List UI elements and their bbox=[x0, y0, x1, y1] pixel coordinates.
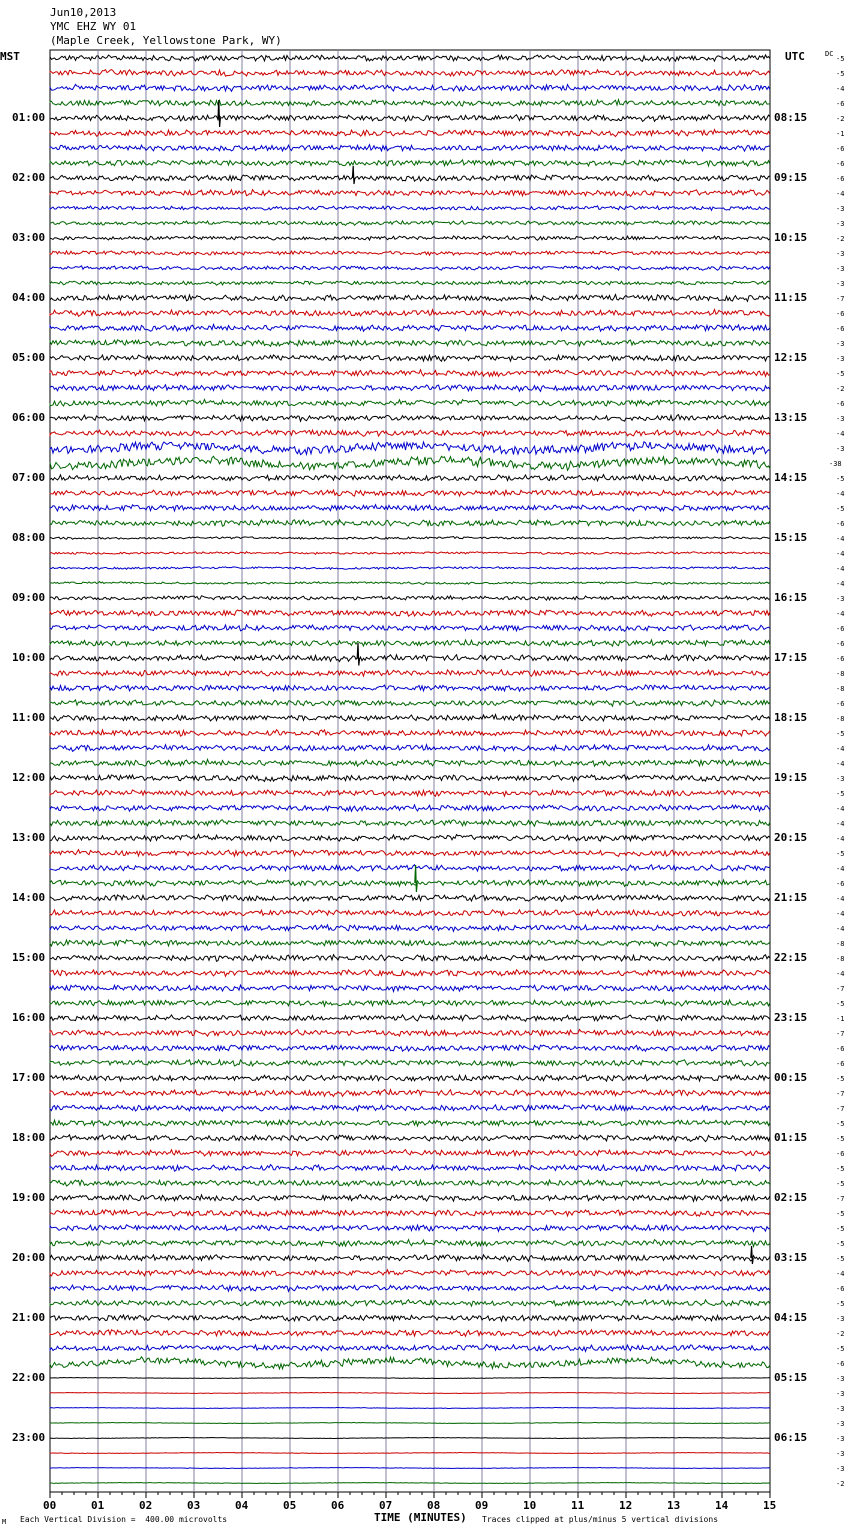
mst-hour-label: 21:00 bbox=[12, 1311, 46, 1324]
dc-offset-label: -5 bbox=[836, 1165, 845, 1173]
mst-timezone-label: MST bbox=[0, 50, 20, 63]
trace-line bbox=[50, 1330, 770, 1337]
mst-hour-label: 12:00 bbox=[12, 771, 46, 784]
utc-hour-label: 22:15 bbox=[774, 951, 808, 964]
trace-line bbox=[50, 1015, 770, 1021]
trace-line bbox=[50, 1438, 770, 1439]
dc-offset-label: -7 bbox=[836, 295, 845, 303]
trace-line bbox=[50, 745, 770, 752]
dc-offset-label: -1 bbox=[836, 1015, 845, 1023]
event-spike bbox=[352, 166, 354, 184]
mst-hour-label: 10:00 bbox=[12, 651, 46, 664]
trace-line bbox=[50, 1315, 770, 1321]
mst-hour-label: 23:00 bbox=[12, 1431, 46, 1444]
trace-line bbox=[50, 970, 770, 976]
trace-line bbox=[50, 1165, 770, 1172]
dc-label: DC bbox=[825, 50, 834, 58]
trace-line bbox=[50, 1225, 770, 1232]
date-label: Jun10,2013 bbox=[50, 6, 117, 19]
trace-line bbox=[50, 715, 770, 721]
trace-line bbox=[50, 1345, 770, 1352]
mst-hour-label: 11:00 bbox=[12, 711, 46, 724]
trace-line bbox=[50, 206, 770, 210]
dc-offset-label: -4 bbox=[836, 535, 845, 543]
dc-offset-label: -4 bbox=[836, 550, 845, 558]
mst-hour-label: 15:00 bbox=[12, 951, 46, 964]
dc-offset-label: -8 bbox=[836, 685, 845, 693]
utc-hour-label: 21:15 bbox=[774, 891, 808, 904]
trace-line bbox=[50, 1240, 770, 1247]
mst-hour-label: 04:00 bbox=[12, 291, 46, 304]
trace-line bbox=[50, 456, 770, 470]
dc-offset-label: -2 bbox=[836, 115, 845, 123]
trace-line bbox=[50, 685, 770, 691]
dc-offset-label: -3 bbox=[836, 220, 845, 228]
utc-hour-label: 16:15 bbox=[774, 591, 808, 604]
trace-line bbox=[50, 537, 770, 540]
dc-offset-label: -6 bbox=[836, 1150, 845, 1158]
utc-hour-label: 14:15 bbox=[774, 471, 808, 484]
trace-line bbox=[50, 355, 770, 361]
dc-offset-label: -3 bbox=[836, 595, 845, 603]
dc-offset-label: -3 bbox=[836, 280, 845, 288]
trace-line bbox=[50, 175, 770, 181]
dc-offset-label: -5 bbox=[836, 1075, 845, 1083]
trace-line bbox=[50, 442, 770, 455]
utc-hour-label: 03:15 bbox=[774, 1251, 808, 1264]
trace-line bbox=[50, 1045, 770, 1051]
trace-line bbox=[50, 1075, 770, 1081]
trace-line bbox=[50, 251, 770, 255]
dc-offset-label: -4 bbox=[836, 1270, 845, 1278]
dc-offset-label: -6 bbox=[836, 1360, 845, 1368]
mst-hour-label: 09:00 bbox=[12, 591, 46, 604]
dc-offset-label: -8 bbox=[836, 940, 845, 948]
dc-offset-label: -5 bbox=[836, 55, 845, 63]
dc-offset-label: -2 bbox=[836, 1330, 845, 1338]
trace-line bbox=[50, 1255, 770, 1261]
trace-line bbox=[50, 700, 770, 706]
utc-hour-label: 10:15 bbox=[774, 231, 808, 244]
trace-line bbox=[50, 281, 770, 285]
trace-line bbox=[50, 490, 770, 496]
trace-line bbox=[50, 399, 770, 406]
dc-offset-label: -8 bbox=[836, 955, 845, 963]
utc-hour-label: 19:15 bbox=[774, 771, 808, 784]
trace-line bbox=[50, 1135, 770, 1142]
x-tick-label: 09 bbox=[475, 1499, 489, 1512]
trace-line bbox=[50, 236, 770, 240]
dc-offset-label: -5 bbox=[836, 850, 845, 858]
dc-offset-label: -5 bbox=[836, 370, 845, 378]
utc-hour-label: 20:15 bbox=[774, 831, 808, 844]
trace-line bbox=[50, 655, 770, 662]
trace-line bbox=[50, 1300, 770, 1306]
plot-frame bbox=[50, 50, 770, 1492]
dc-offset-label: -6 bbox=[836, 700, 845, 708]
trace-line bbox=[50, 759, 770, 766]
trace-line bbox=[50, 324, 770, 331]
trace-line bbox=[50, 221, 770, 226]
x-tick-label: 00 bbox=[43, 1499, 57, 1512]
trace-line bbox=[50, 1357, 770, 1369]
mst-hour-label: 22:00 bbox=[12, 1371, 46, 1384]
trace-line bbox=[50, 190, 770, 197]
mst-hour-label: 18:00 bbox=[12, 1131, 46, 1144]
dc-offset-label: -4 bbox=[836, 610, 845, 618]
trace-line bbox=[50, 1452, 770, 1453]
mst-hour-label: 06:00 bbox=[12, 411, 46, 424]
trace-line bbox=[50, 1090, 770, 1097]
x-tick-label: 01 bbox=[91, 1499, 105, 1512]
dc-offset-label: -4 bbox=[836, 835, 845, 843]
x-tick-label: 10 bbox=[523, 1499, 537, 1512]
dc-offset-label: -6 bbox=[836, 520, 845, 528]
x-axis-title: TIME (MINUTES) bbox=[374, 1511, 467, 1524]
trace-line bbox=[50, 55, 770, 61]
event-spike bbox=[751, 1246, 753, 1264]
trace-line bbox=[50, 415, 770, 422]
dc-offset-label: -4 bbox=[836, 925, 845, 933]
trace-line bbox=[50, 84, 770, 91]
dc-offset-label: -3 bbox=[836, 1420, 845, 1428]
utc-hour-label: 18:15 bbox=[774, 711, 808, 724]
mst-hour-label: 19:00 bbox=[12, 1191, 46, 1204]
trace-line bbox=[50, 1060, 770, 1067]
dc-offset-label: -1 bbox=[836, 130, 845, 138]
x-tick-label: 04 bbox=[235, 1499, 249, 1512]
trace-line bbox=[50, 552, 770, 555]
dc-offset-label: -8 bbox=[836, 715, 845, 723]
trace-line bbox=[50, 266, 770, 271]
dc-offset-label: -6 bbox=[836, 100, 845, 108]
trace-line bbox=[50, 100, 770, 107]
trace-line bbox=[50, 955, 770, 962]
dc-offset-label: -6 bbox=[836, 1045, 845, 1053]
x-tick-label: 02 bbox=[139, 1499, 153, 1512]
trace-line bbox=[50, 850, 770, 857]
dc-offset-label: -6 bbox=[836, 400, 845, 408]
utc-hour-label: 05:15 bbox=[774, 1371, 808, 1384]
trace-line bbox=[50, 790, 770, 796]
dc-offset-label: -3 bbox=[836, 445, 845, 453]
trace-line bbox=[50, 145, 770, 152]
location-label: (Maple Creek, Yellowstone Park, WY) bbox=[50, 34, 282, 47]
trace-line bbox=[50, 1467, 770, 1468]
trace-line bbox=[50, 834, 770, 841]
x-tick-label: 13 bbox=[667, 1499, 681, 1512]
dc-offset-label: -2 bbox=[836, 235, 845, 243]
utc-hour-label: 15:15 bbox=[774, 531, 808, 544]
dc-offset-label: -3 bbox=[836, 250, 845, 258]
dc-offset-label: -6 bbox=[836, 640, 845, 648]
dc-offset-label: -6 bbox=[836, 1285, 845, 1293]
trace-line bbox=[50, 1120, 770, 1126]
dc-offset-label: -5 bbox=[836, 505, 845, 513]
x-tick-label: 14 bbox=[715, 1499, 729, 1512]
trace-line bbox=[50, 1377, 770, 1378]
dc-offset-label: -5 bbox=[836, 70, 845, 78]
dc-offset-label: -5 bbox=[836, 1135, 845, 1143]
trace-line bbox=[50, 430, 770, 437]
x-tick-label: 06 bbox=[331, 1499, 345, 1512]
dc-offset-label: -4 bbox=[836, 85, 845, 93]
trace-line bbox=[50, 70, 770, 77]
dc-offset-label: -5 bbox=[836, 475, 845, 483]
trace-line bbox=[50, 895, 770, 901]
dc-offset-label: -7 bbox=[836, 985, 845, 993]
dc-offset-label: -4 bbox=[836, 430, 845, 438]
event-spike bbox=[415, 865, 417, 892]
dc-offset-label: -3 bbox=[836, 1405, 845, 1413]
trace-line bbox=[50, 567, 770, 570]
dc-offset-label: -7 bbox=[836, 1105, 845, 1113]
x-tick-label: 11 bbox=[571, 1499, 585, 1512]
trace-line bbox=[50, 520, 770, 527]
dc-offset-label: -2 bbox=[836, 1480, 845, 1488]
dc-offset-label: -3 bbox=[836, 1375, 845, 1383]
trace-line bbox=[50, 1482, 770, 1483]
dc-offset-label: -3 bbox=[836, 1450, 845, 1458]
mst-hour-label: 16:00 bbox=[12, 1011, 46, 1024]
trace-line bbox=[50, 475, 770, 481]
trace-line bbox=[50, 582, 770, 585]
trace-line bbox=[50, 130, 770, 137]
trace-line bbox=[50, 610, 770, 616]
dc-offset-label: -4 bbox=[836, 910, 845, 918]
dc-offset-label: -6 bbox=[836, 655, 845, 663]
dc-offset-label: -6 bbox=[836, 325, 845, 333]
dc-offset-label: -6 bbox=[836, 145, 845, 153]
dc-offset-label: -4 bbox=[836, 805, 845, 813]
dc-offset-label: -4 bbox=[836, 565, 845, 573]
utc-hour-label: 02:15 bbox=[774, 1191, 808, 1204]
trace-line bbox=[50, 775, 770, 781]
trace-line bbox=[50, 640, 770, 646]
dc-offset-label: -5 bbox=[836, 1225, 845, 1233]
trace-line bbox=[50, 910, 770, 916]
trace-line bbox=[50, 730, 770, 736]
mst-hour-label: 05:00 bbox=[12, 351, 46, 364]
dc-offset-label: -4 bbox=[836, 490, 845, 498]
dc-offset-label: -4 bbox=[836, 760, 845, 768]
dc-offset-label: -4 bbox=[836, 865, 845, 873]
clip-note: Traces clipped at plus/minus 5 vertical divisions bbox=[482, 1515, 719, 1524]
dc-offset-label: -4 bbox=[836, 970, 845, 978]
utc-hour-label: 13:15 bbox=[774, 411, 808, 424]
utc-hour-label: 17:15 bbox=[774, 651, 808, 664]
event-spike bbox=[218, 100, 220, 127]
utc-hour-label: 06:15 bbox=[774, 1431, 808, 1444]
dc-offset-label: -4 bbox=[836, 580, 845, 588]
trace-line bbox=[50, 670, 770, 676]
dc-offset-label: -3 bbox=[836, 415, 845, 423]
x-tick-label: 15 bbox=[763, 1499, 777, 1512]
trace-line bbox=[50, 805, 770, 811]
dc-offset-label: -3 bbox=[836, 1390, 845, 1398]
trace-line bbox=[50, 1150, 770, 1157]
trace-line bbox=[50, 1392, 770, 1393]
trace-line bbox=[50, 925, 770, 931]
mst-hour-label: 14:00 bbox=[12, 891, 46, 904]
trace-line bbox=[50, 1195, 770, 1202]
mst-hour-label: 08:00 bbox=[12, 531, 46, 544]
dc-offset-label: -6 bbox=[836, 625, 845, 633]
trace-line bbox=[50, 940, 770, 946]
trace-line bbox=[50, 1180, 770, 1186]
dc-offset-label: -5 bbox=[836, 1345, 845, 1353]
dc-offset-label: -6 bbox=[836, 880, 845, 888]
trace-line bbox=[50, 115, 770, 122]
utc-hour-label: 08:15 bbox=[774, 111, 808, 124]
station-label: YMC EHZ WY 01 bbox=[50, 20, 137, 33]
dc-offset-label: -7 bbox=[836, 1195, 845, 1203]
mst-hour-label: 13:00 bbox=[12, 831, 46, 844]
trace-line bbox=[50, 1105, 770, 1111]
x-tick-label: 05 bbox=[283, 1499, 297, 1512]
dc-offset-label: -3 bbox=[836, 1465, 845, 1473]
trace-line bbox=[50, 596, 770, 600]
dc-offset-label: -3 bbox=[836, 205, 845, 213]
utc-hour-label: 09:15 bbox=[774, 171, 808, 184]
x-tick-label: 07 bbox=[379, 1499, 393, 1512]
trace-line bbox=[50, 160, 770, 166]
dc-offset-label: -4 bbox=[836, 190, 845, 198]
dc-offset-label: -5 bbox=[836, 1240, 845, 1248]
trace-line bbox=[50, 625, 770, 632]
utc-hour-label: 11:15 bbox=[774, 291, 808, 304]
trace-line bbox=[50, 505, 770, 511]
dc-offset-label: -6 bbox=[836, 175, 845, 183]
dc-offset-label: -5 bbox=[836, 1120, 845, 1128]
mst-hour-label: 07:00 bbox=[12, 471, 46, 484]
trace-line bbox=[50, 295, 770, 302]
dc-offset-label: -6 bbox=[836, 160, 845, 168]
mst-hour-label: 02:00 bbox=[12, 171, 46, 184]
utc-hour-label: 01:15 bbox=[774, 1131, 808, 1144]
trace-line bbox=[50, 1270, 770, 1276]
trace-line bbox=[50, 1407, 770, 1408]
dc-offset-label: -5 bbox=[836, 730, 845, 738]
trace-line bbox=[50, 370, 770, 377]
dc-offset-label: -5 bbox=[836, 790, 845, 798]
dc-offset-label: -3 bbox=[836, 1435, 845, 1443]
utc-timezone-label: UTC bbox=[785, 50, 805, 63]
corner-mark: M bbox=[2, 1518, 7, 1526]
dc-offset-label: -4 bbox=[836, 745, 845, 753]
trace-line bbox=[50, 880, 770, 886]
utc-hour-label: 00:15 bbox=[774, 1071, 808, 1084]
mst-hour-label: 17:00 bbox=[12, 1071, 46, 1084]
dc-offset-label: -8 bbox=[836, 670, 845, 678]
dc-offset-label: -7 bbox=[836, 1030, 845, 1038]
utc-hour-label: 12:15 bbox=[774, 351, 808, 364]
dc-offset-label: -3 bbox=[836, 1315, 845, 1323]
mst-hour-label: 03:00 bbox=[12, 231, 46, 244]
dc-offset-label: -3 bbox=[836, 265, 845, 273]
dc-offset-label: -3 bbox=[836, 775, 845, 783]
trace-line bbox=[50, 985, 770, 991]
trace-line bbox=[50, 340, 770, 346]
utc-hour-label: 23:15 bbox=[774, 1011, 808, 1024]
trace-line bbox=[50, 820, 770, 826]
dc-offset-label: -2 bbox=[836, 385, 845, 393]
event-spike bbox=[357, 643, 359, 666]
dc-offset-label: -38 bbox=[829, 460, 842, 468]
dc-offset-label: -5 bbox=[836, 1255, 845, 1263]
dc-offset-label: -3 bbox=[836, 355, 845, 363]
dc-offset-label: -5 bbox=[836, 1210, 845, 1218]
x-tick-label: 08 bbox=[427, 1499, 441, 1512]
dc-offset-label: -4 bbox=[836, 895, 845, 903]
dc-offset-label: -6 bbox=[836, 310, 845, 318]
trace-line bbox=[50, 1422, 770, 1423]
trace-line bbox=[50, 1029, 770, 1036]
trace-line bbox=[50, 385, 770, 392]
x-tick-label: 12 bbox=[619, 1499, 633, 1512]
dc-offset-label: -3 bbox=[836, 340, 845, 348]
dc-offset-label: -6 bbox=[836, 1060, 845, 1068]
utc-hour-label: 04:15 bbox=[774, 1311, 808, 1324]
trace-line bbox=[50, 1285, 770, 1292]
dc-offset-label: -7 bbox=[836, 1090, 845, 1098]
dc-offset-label: -5 bbox=[836, 1180, 845, 1188]
trace-line bbox=[50, 309, 770, 316]
mst-hour-label: 20:00 bbox=[12, 1251, 46, 1264]
dc-offset-label: -5 bbox=[836, 1300, 845, 1308]
x-tick-label: 03 bbox=[187, 1499, 201, 1512]
dc-offset-label: -4 bbox=[836, 820, 845, 828]
trace-line bbox=[50, 1000, 770, 1006]
trace-line bbox=[50, 865, 770, 871]
scale-note: Each Vertical Division = 400.00 microvolts bbox=[20, 1515, 228, 1524]
trace-line bbox=[50, 1210, 770, 1216]
dc-offset-label: -5 bbox=[836, 1000, 845, 1008]
mst-hour-label: 01:00 bbox=[12, 111, 46, 124]
